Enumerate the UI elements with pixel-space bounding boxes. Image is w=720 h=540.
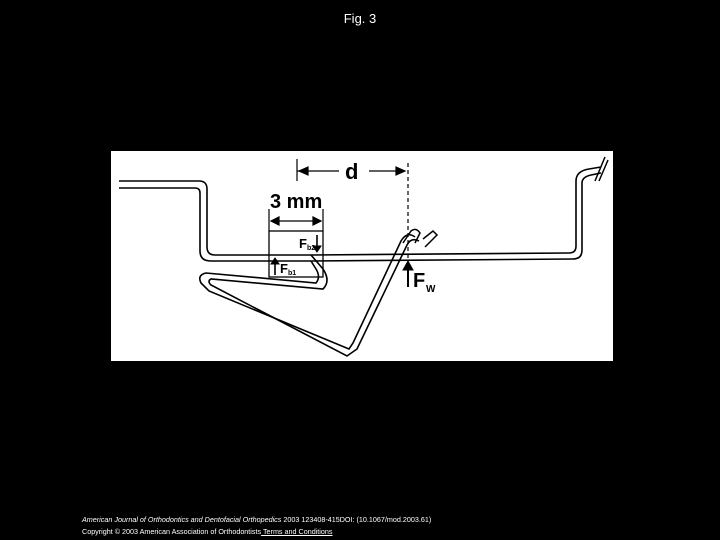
archwire: [119, 167, 601, 356]
force-fw-arrow: [403, 261, 413, 287]
force-fw-subscript: W: [426, 284, 436, 295]
force-fb2-symbol: F: [299, 236, 307, 251]
force-fw-symbol: F: [413, 270, 426, 292]
force-fb1-subscript: b1: [288, 270, 297, 277]
citation-text: 2003 123408-415DOI: (10.1067/mod.2003.61): [281, 515, 432, 524]
figure-panel: [111, 151, 613, 361]
label-3mm: 3 mm: [270, 191, 323, 213]
copyright-line: [82, 526, 431, 538]
copyright-text: Copyright © 2003 American Association of Orthodontists: [82, 527, 262, 536]
label-d: d: [345, 159, 359, 184]
journal-name: American Journal of Orthodontics and Dentofacial Orthopedics: [82, 515, 282, 524]
force-fb1-symbol: F: [280, 261, 288, 276]
terms-link[interactable]: Terms and Conditions: [261, 527, 333, 536]
wire-diagram: [111, 151, 613, 361]
wire-break-mark: [595, 157, 608, 181]
footer: [82, 514, 431, 538]
force-fb2-subscript: b2: [307, 245, 316, 252]
citation-line: [82, 514, 431, 526]
slide-title: Fig. 3: [343, 11, 377, 26]
